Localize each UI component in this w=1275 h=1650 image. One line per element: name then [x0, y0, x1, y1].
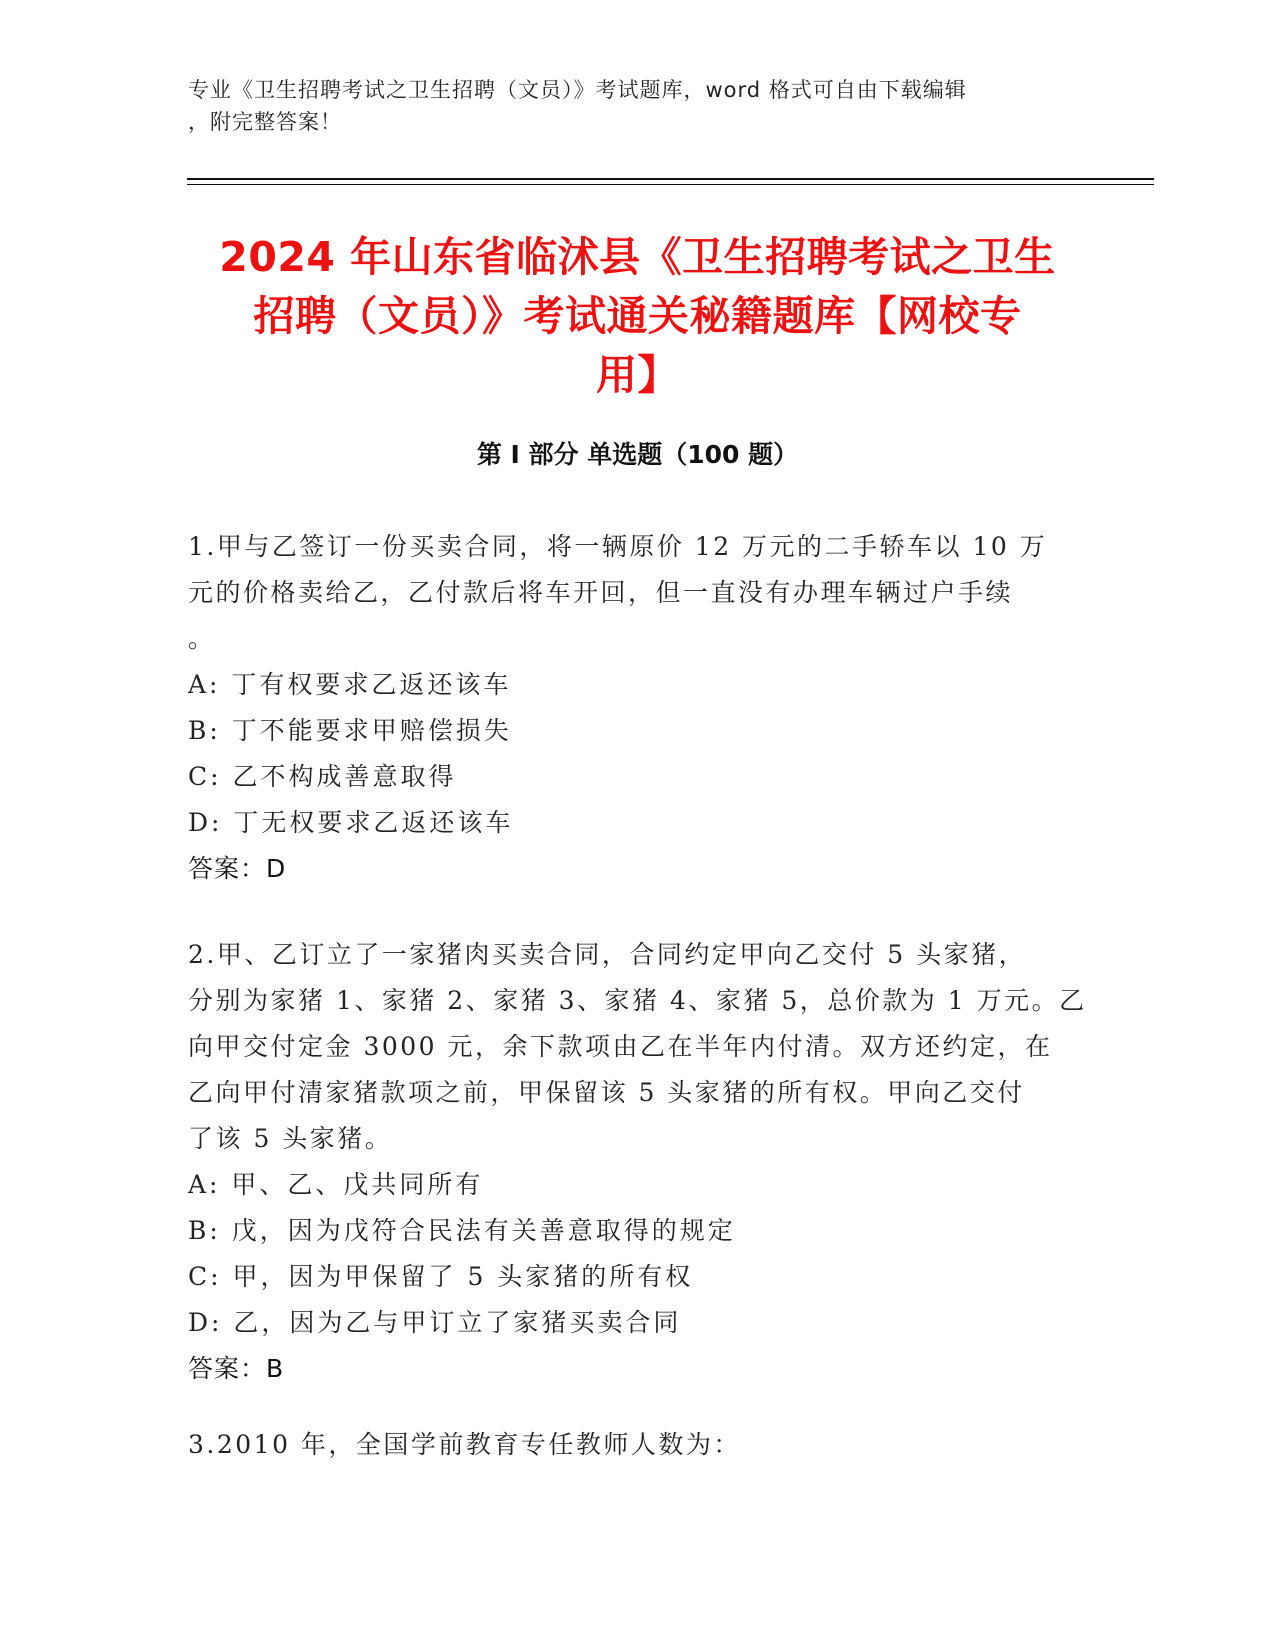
header-divider-thin [187, 184, 1154, 185]
option-b: B: 戊，因为戊符合民法有关善意取得的规定 [188, 1216, 736, 1245]
question-stem-line: 向甲交付定金 3000 元，余下款项由乙在半年内付清。双方还约定，在 [188, 1032, 1053, 1061]
section-heading: 第 I 部分 单选题（100 题） [476, 440, 799, 469]
question-stem-line: 1.甲与乙签订一份买卖合同，将一辆原价 12 万元的二手轿车以 10 万 [188, 532, 1048, 561]
question-stem-line: 。 [188, 624, 216, 653]
question-stem-line: 乙向甲付清家猪款项之前，甲保留该 5 头家猪的所有权。甲向乙交付 [188, 1078, 1025, 1107]
option-a: A: 丁有权要求乙返还该车 [188, 670, 512, 699]
question-stem-line: 2.甲、乙订立了一家猪肉买卖合同，合同约定甲向乙交付 5 头家猪， [188, 940, 1027, 969]
option-c: C: 甲，因为甲保留了 5 头家猪的所有权 [188, 1262, 694, 1291]
title-line: 用】 [596, 351, 679, 399]
header-note-line: ，附完整答案！ [188, 110, 342, 134]
title-line: 2024 年山东省临沭县《卫生招聘考试之卫生 [219, 233, 1056, 281]
answer-label: 答案：B [188, 1354, 285, 1383]
question-2 [188, 932, 1088, 1392]
header-note-line: 专业《卫生招聘考试之卫生招聘（文员）》考试题库，word 格式可自由下载编辑 [188, 78, 967, 102]
option-b: B: 丁不能要求甲赔偿损失 [188, 716, 512, 745]
question-stem-line: 3.2010 年，全国学前教育专任教师人数为： [188, 1430, 741, 1459]
option-d: D: 乙，因为乙与甲订立了家猪买卖合同 [188, 1308, 682, 1337]
answer-label: 答案：D [188, 854, 287, 883]
option-c: C: 乙不构成善意取得 [188, 762, 457, 791]
question-stem-line: 了该 5 头家猪。 [188, 1124, 393, 1153]
header-note [188, 74, 1088, 138]
option-a: A: 甲、乙、戊共同所有 [188, 1170, 484, 1199]
question-3 [188, 1422, 1088, 1468]
question-stem-line: 元的价格卖给乙，乙付款后将车开回，但一直没有办理车辆过户手续 [188, 578, 1014, 607]
option-d: D: 丁无权要求乙返还该车 [188, 808, 514, 837]
question-stem-line: 分别为家猪 1、家猪 2、家猪 3、家猪 4、家猪 5，总价款为 1 万元。乙 [188, 986, 1087, 1015]
document-title [160, 228, 1115, 405]
question-1 [188, 524, 1088, 892]
title-line: 招聘（文员）》考试通关秘籍题库【网校专 [253, 292, 1022, 340]
header-divider-thick [187, 178, 1154, 180]
